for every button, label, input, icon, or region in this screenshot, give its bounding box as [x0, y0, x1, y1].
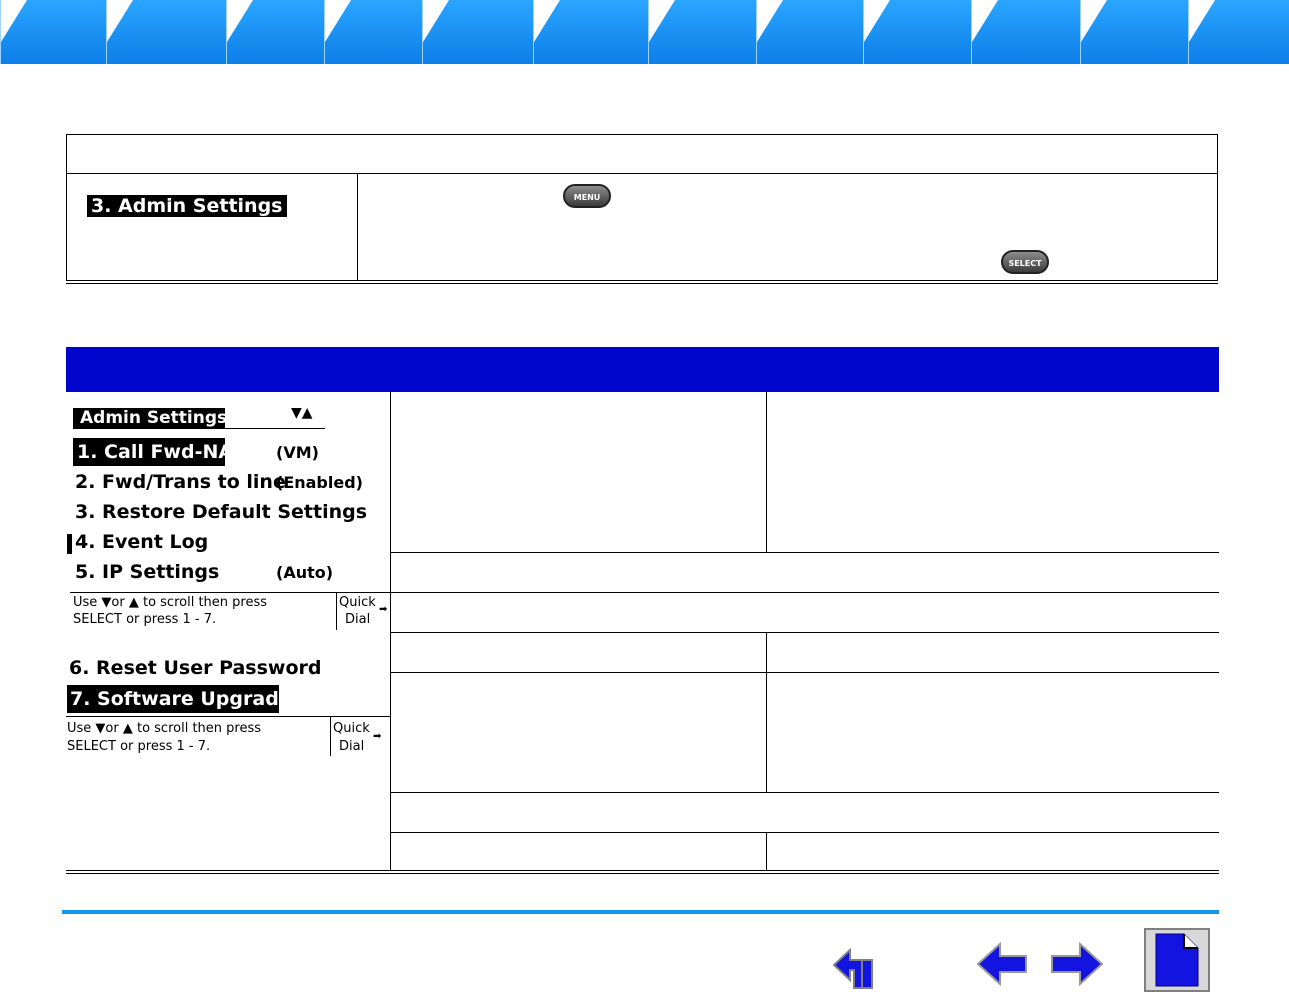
nav-tab[interactable]: [0, 0, 106, 64]
right-arrow-icon[interactable]: [1046, 938, 1104, 990]
row-line: [390, 592, 1219, 593]
tab-notch: [325, 0, 351, 42]
setup-header: [66, 134, 1218, 174]
tab-notch: [423, 0, 449, 42]
row-line: [390, 672, 1219, 673]
nav-tab[interactable]: [226, 0, 324, 64]
lcd-help-line: [70, 592, 390, 593]
tab-notch: [1189, 0, 1215, 42]
tab-notch: [107, 0, 133, 42]
row-line: [390, 632, 1219, 633]
table-divider-top: [766, 392, 767, 552]
document-icon[interactable]: [1144, 928, 1210, 992]
lcd-item-1: 1. Call Fwd-NA: [77, 441, 234, 463]
lcd-item-7-highlight: [67, 685, 292, 713]
lcd-item-2: 2. Fwd/Trans to line: [75, 471, 286, 493]
nav-tab[interactable]: [756, 0, 863, 64]
lcd-item-6: 6. Reset User Password: [69, 657, 322, 679]
tab-notch: [864, 0, 890, 42]
arrow-right-icon: ➡: [373, 731, 382, 742]
nav-tab[interactable]: [1188, 0, 1289, 64]
lcd-help-text-1: Use ▼or ▲ to scroll then press: [67, 721, 262, 736]
menu-button-icon: MENU: [563, 184, 611, 208]
row-line: [390, 832, 1219, 833]
nav-tab[interactable]: [1080, 0, 1188, 64]
lcd-item-1-value: (VM): [276, 443, 319, 462]
lcd-item-2-value: (Enabled): [276, 473, 363, 492]
tab-notch: [649, 0, 675, 42]
table-bottom-rule: [66, 870, 1219, 874]
lcd-help-text-1: Use ▼or ▲ to scroll then press: [73, 595, 268, 610]
lcd-help-text-2: SELECT or press 1 - 7.: [67, 739, 211, 754]
lcd-dial-label: Dial: [345, 612, 371, 627]
setup-instructions-cell: [357, 173, 1218, 281]
nav-tab[interactable]: [648, 0, 756, 64]
setup-lcd-cell: [66, 173, 358, 281]
tab-notch: [1, 0, 27, 42]
nav-tab[interactable]: [422, 0, 533, 64]
nav-tab[interactable]: [533, 0, 648, 64]
row-line: [390, 552, 1219, 553]
tab-notch: [972, 0, 998, 42]
table-border-left: [390, 392, 391, 870]
tab-notch: [534, 0, 560, 42]
arrow-right-icon: ➡: [379, 604, 388, 615]
lcd-title-underline: [73, 428, 325, 429]
nav-tab[interactable]: [971, 0, 1080, 64]
lcd-help-divider: [330, 716, 331, 756]
select-button-icon: SELECT: [1001, 250, 1049, 274]
lcd-scroll-arrows: ▼▲: [291, 405, 313, 421]
lcd-dial-label: Dial: [339, 739, 365, 754]
footer-rule: [62, 910, 1219, 914]
lcd-item-7: 7. Software Upgrade: [70, 688, 292, 710]
lcd-item-3: 3. Restore Default Settings: [75, 501, 368, 523]
lcd-item-5: 5. IP Settings: [75, 561, 220, 583]
table-header-bar: [66, 347, 1219, 392]
lcd-item-1-highlight: [73, 438, 234, 466]
lcd-quick-label: Quick: [333, 721, 370, 736]
lcd-admin-settings-label: 3. Admin Settings: [87, 195, 287, 217]
left-arrow-icon[interactable]: [976, 938, 1032, 990]
lcd-item-5-value: (Auto): [276, 563, 334, 582]
lcd-title-bar: [73, 408, 228, 429]
lcd-item-4: 4. Event Log: [75, 531, 209, 553]
nav-tab[interactable]: [106, 0, 226, 64]
lcd-cursor-bar: [67, 534, 72, 554]
lcd-title: Admin Settings: [80, 408, 228, 428]
tab-notch: [227, 0, 253, 42]
table-divider-mid: [766, 632, 767, 792]
tab-notch: [757, 0, 783, 42]
return-arrow-icon[interactable]: [832, 936, 886, 990]
lcd-help-divider: [336, 592, 337, 630]
tab-notch: [1081, 0, 1107, 42]
nav-tab[interactable]: [324, 0, 422, 64]
nav-tab[interactable]: [863, 0, 971, 64]
setup-bottom-rule: [66, 280, 1218, 284]
table-divider-bottom: [766, 832, 767, 870]
lcd-quick-label: Quick: [339, 595, 376, 610]
lcd-help-text-2: SELECT or press 1 - 7.: [73, 612, 217, 627]
row-line: [390, 792, 1219, 793]
top-tab-bar: [0, 0, 1289, 64]
lcd-help-line: [66, 716, 390, 717]
